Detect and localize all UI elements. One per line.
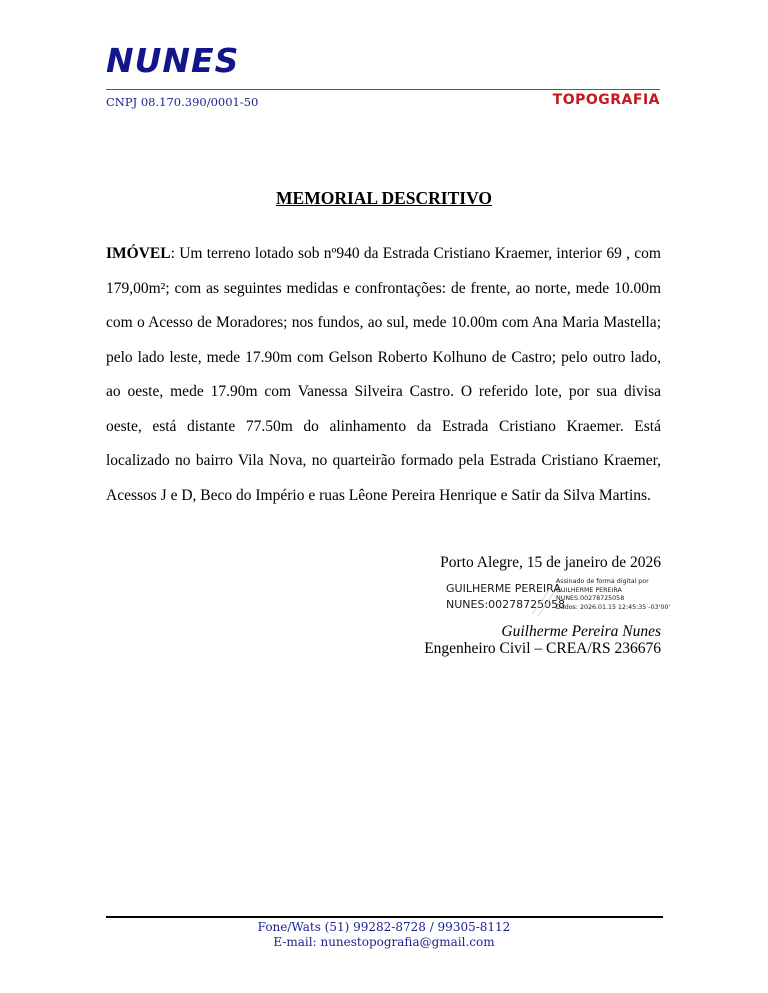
footer-email: E-mail: nunestopografia@gmail.com — [273, 935, 495, 949]
company-cnpj: CNPJ 08.170.390/0001-50 — [106, 95, 259, 109]
digital-signature-details — [556, 578, 670, 612]
signer-role: Engenheiro Civil – CREA/RS 236676 — [424, 640, 661, 657]
signature-detail-line-1: Assinado de forma digital por — [556, 578, 649, 585]
footer-divider — [106, 916, 663, 918]
signature-stroke-icon — [528, 580, 558, 618]
signature-detail-line-3: NUNES:00278725058 — [556, 595, 625, 602]
signature-name-line-1: GUILHERME PEREIRA — [446, 582, 561, 595]
company-division: TOPOGRAFIA — [552, 92, 660, 108]
footer — [0, 920, 768, 950]
signer-name: Guilherme Pereira Nunes — [501, 623, 661, 640]
digital-signature — [446, 578, 671, 618]
property-description-text: : Um terreno lotado sob nº940 da Estrada Cristiano Kraemer, interior 69 , com 179,00m²; com as seguintes medidas e confrontações: de frente, ao norte, mede 10.00m com o Acesso de Moradores; nos fundos, ao sul, mede 10.00m com Ana Maria Mastella; pelo lado leste, mede 17.90m com Gelson Roberto Kolhuno de Castro; pelo outro lado, ao oeste, mede 17.90m com Vanessa Silveira Castro. O referido lote, por sua divisa oeste, está distante 77.50m do alinhamento da Estrada Cristiano Kraemer. Está localizado no bairro Vila Nova, no quarteirão formado pela Estrada Cristiano Kraemer, Acessos J e D, Beco do Império e ruas Lêone Pereira Henrique e Satir da Silva Martins. — [106, 245, 661, 504]
header-divider — [106, 89, 660, 90]
footer-phone: Fone/Wats (51) 99282-8728 / 99305-8112 — [257, 920, 511, 934]
property-label: IMÓVEL — [106, 245, 171, 262]
signature-name-line-2: NUNES:00278725058 — [446, 598, 566, 611]
signature-detail-line-2: GUILHERME PEREIRA — [556, 586, 622, 594]
place-and-date: Porto Alegre, 15 de janeiro de 2026 — [440, 554, 661, 571]
property-description — [106, 237, 661, 513]
company-logo-text: NUNES — [106, 41, 240, 80]
document-title: MEMORIAL DESCRITIVO — [276, 188, 492, 208]
signature-detail-line-4: Dados: 2026.01.15 12:45:35 -03'00' — [556, 603, 671, 611]
